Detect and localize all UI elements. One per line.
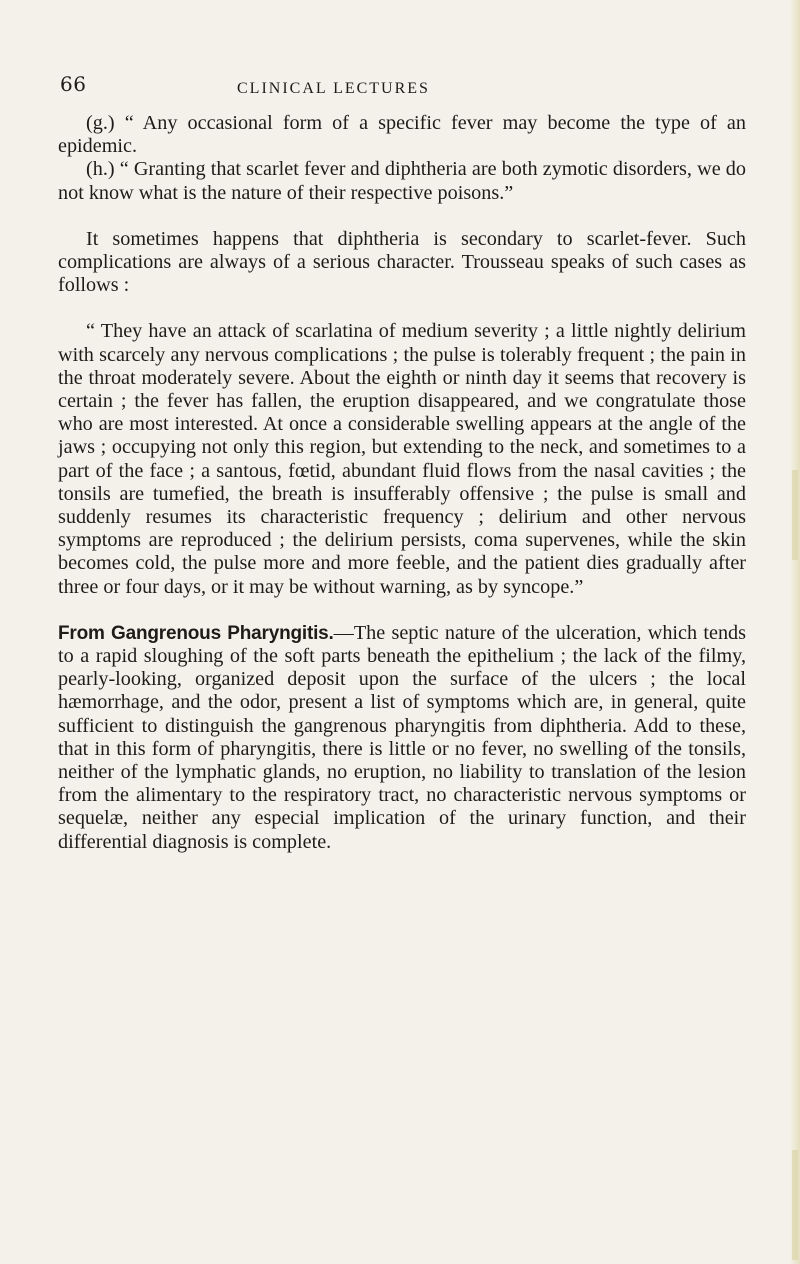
paragraph-h: (h.) “ Granting that scarlet fever and diphtheria are both zymotic disorders, we do not know what is the nature of their respective poisons.”: [58, 158, 746, 204]
page-edge-shadow: [790, 0, 800, 1264]
section-heading: From Gangrenous Pharyngitis.: [58, 622, 334, 644]
page-edge-stain: [792, 1150, 798, 1260]
page-edge-stain: [792, 470, 798, 560]
paragraph-g: (g.) “ Any occasional form of a specific fever may become the type of an epidemic.: [58, 112, 746, 158]
paragraph-gangrenous-pharyngitis: [58, 622, 746, 854]
paragraph-secondary-diphtheria: It sometimes happens that diphtheria is secondary to scarlet-fever. Such complications are always of a serious character. Trousseau speaks of such cases as follows :: [58, 227, 746, 297]
page-number: 66: [60, 72, 87, 96]
body-text: [58, 112, 746, 854]
paragraph-trousseau-quote: “ They have an attack of scarlatina of medium severity ; a little nightly delirium with scarcely any nervous complications ; the pulse is tolerably frequent ; the pain in the throat moderately severe. About the eighth or ninth day it seems that recovery is certain ; the fever has fallen, the eruption disappeared, and we congratulate those who are most interested. At once a considerable swelling appears at the angle of the jaws ; occupying not only this region, but extending to the neck, and sometimes to a part of the face ; a santous, fœtid, abundant fluid flows from the nasal cavities ; the tonsils are tumefied, the breath is insufferably offensive ; the pulse is small and suddenly resumes its characteristic frequency ; delirium and other nervous symptoms are reproduced ; the delirium persists, coma supervenes, while the skin becomes cold, the pulse more and more feeble, and the patient dies gradually after three or four days, or it may be without warning, as by syncope.”: [58, 320, 746, 598]
section-body: —The septic nature of the ulceration, which tends to a rapid sloughing of the soft parts beneath the epithelium ; the lack of the filmy, pearly-looking, organized deposit upon the surface of the ulcers ; the local hæmorrhage, and the odor, present a list of symptoms which are, in general, quite sufficient to distinguish the gangrenous pharyngitis from diphtheria. Add to these, that in this form of pharyngitis, there is little or no fever, no swelling of the tonsils, neither of the lymphatic glands, no eruption, no liability to translation of the lesion from the alimentary to the respiratory tract, no characteristic nervous symptoms or sequelæ, neither any especial implication of the urinary function, and their differential diagnosis is complete.: [58, 621, 746, 853]
running-head: CLINICAL LECTURES: [237, 80, 430, 97]
